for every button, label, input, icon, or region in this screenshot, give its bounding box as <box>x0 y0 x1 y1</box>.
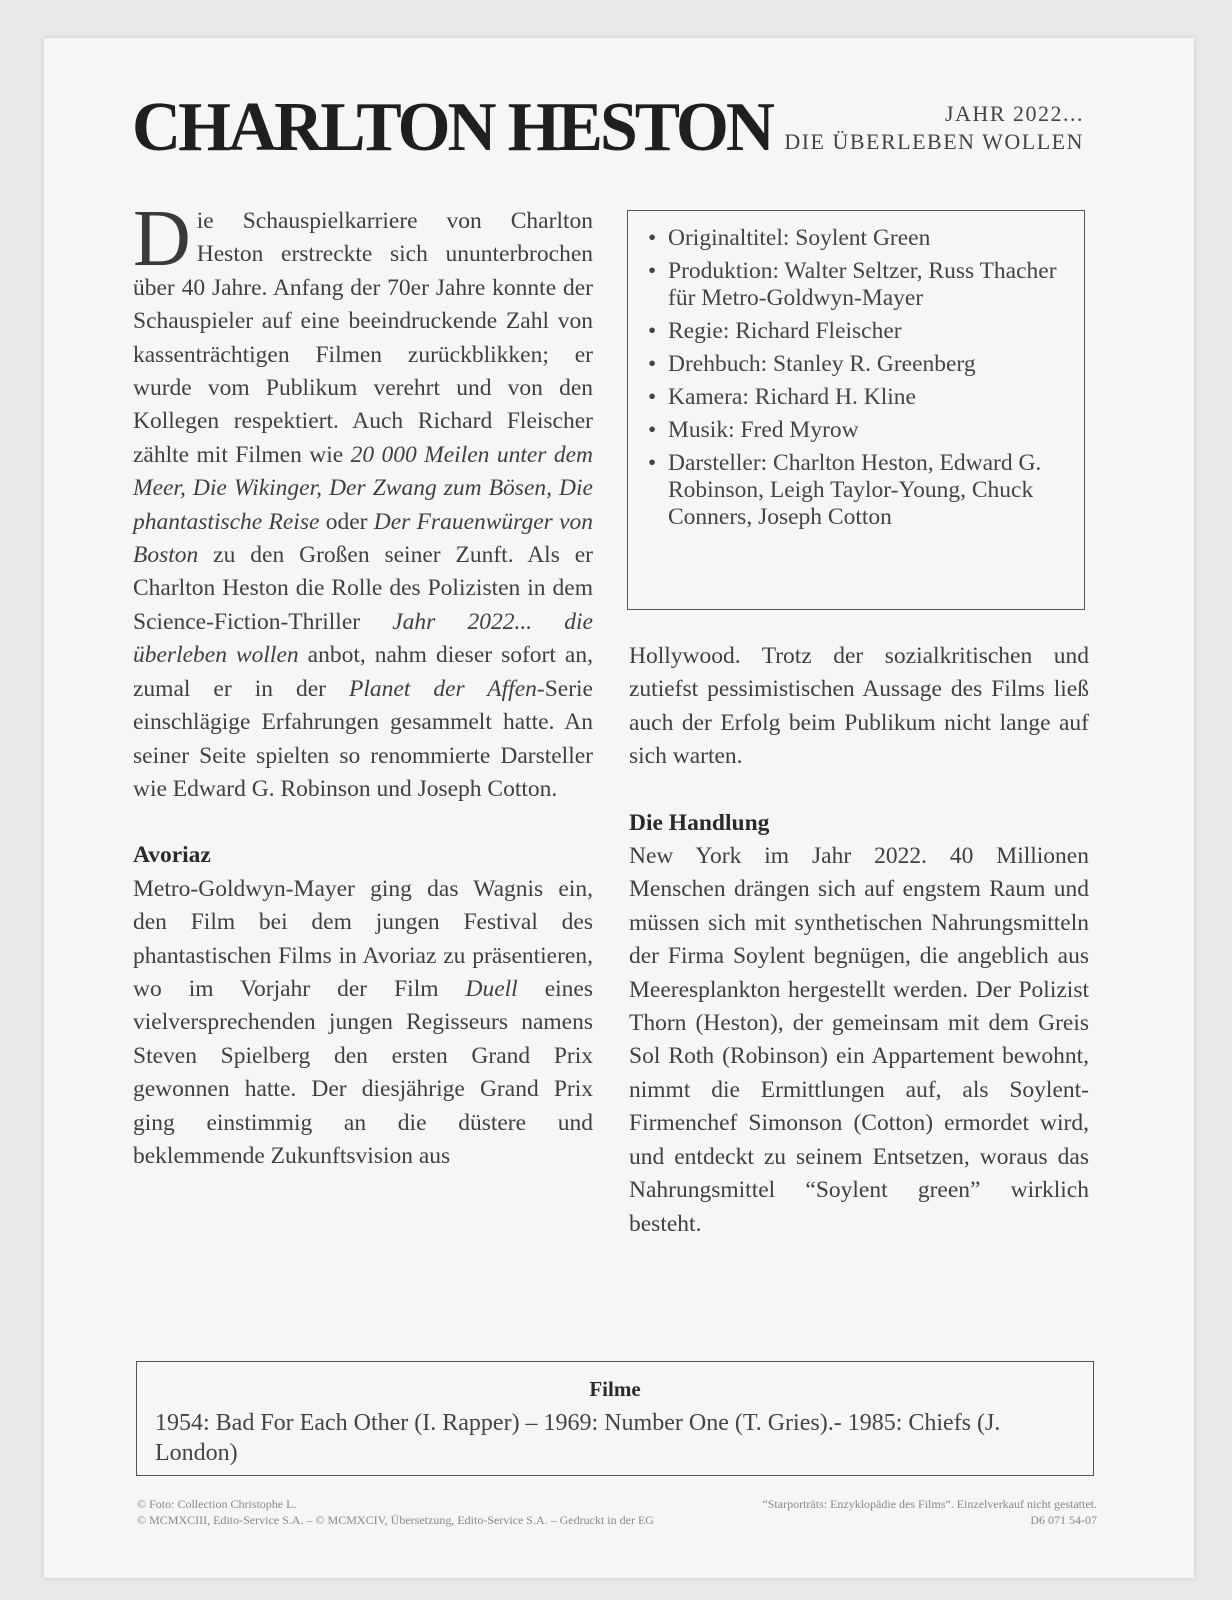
info-item-musik: • Musik: Fred Myrow <box>646 417 1072 444</box>
film-info-list <box>646 225 1072 531</box>
film-title <box>784 100 1084 156</box>
footer-series-note: “Starporträts: Enzyklopädie des Films”. Einzelverkauf nicht gestattet. <box>762 1497 1097 1511</box>
film-title-line1: JAHR 2022... <box>944 101 1084 126</box>
avoriaz-heading: Avoriaz <box>133 842 211 869</box>
handlung-paragraph: New York im Jahr 2022. 40 Millionen Menschen drängen sich auf engstem Raum und müssen sich mit synthetischen Nahrungsmitteln der Firma Soylent begnügen, die angeblich aus Meeresplankton hergestellt werden. Der Polizist Thorn (Heston), der gemeinsam mit dem Greis Sol Roth (Robinson) ein Appartement bewohnt, nimmt die Ermittlungen auf, als Soylent-Firmenchef Simonson (Cotton) ermordet wird, und entdeckt zu seinem Entsetzen, woraus das Nahrungsmittel “Soylent green” wirklich besteht. <box>629 843 1089 1237</box>
film-title-line2: DIE ÜBERLEBEN WOLLEN <box>784 129 1084 154</box>
info-item-kamera: • Kamera: Richard H. Kline <box>646 384 1072 411</box>
footer-right <box>762 1496 1097 1528</box>
film-jahr-2022: Jahr 2022... die überleben wollen <box>133 608 593 669</box>
footer-copyright: © MCMXCIII, Edito-Service S.A. – © MCMXCIV, Übersetzung, Edito-Service S.A. – Gedruckt in der EG <box>137 1513 654 1527</box>
info-item-darsteller: • Darsteller: Charlton Heston, Edward G. Robinson, Leigh Taylor-Young, Chuck Conners, Joseph Cotton <box>646 450 1072 531</box>
info-item-originaltitel: • Originaltitel: Soylent Green <box>646 225 1072 252</box>
handlung-heading: Die Handlung <box>629 809 770 836</box>
film-frauenwuerger: Der Frauenwürger von Boston <box>133 508 593 569</box>
intro-paragraph <box>133 195 593 806</box>
film-planet-der-affen: Planet der Affen <box>349 675 537 702</box>
info-item-produktion: • Produktion: Walter Seltzer, Russ Thacher für Metro-Goldwyn-Mayer <box>646 258 1072 312</box>
drop-cap: D <box>133 195 191 283</box>
avoriaz-text-1: Metro-Goldwyn-Mayer ging das Wagnis ein, den Film bei dem jungen Festival des phantastischen Films in Avoriaz zu präsentieren, wo im Vorjahr der Film <box>133 875 593 1002</box>
filmography-heading: Filme <box>589 1377 641 1401</box>
intro-oder: oder <box>319 508 374 535</box>
film-duell: Duell <box>465 975 518 1002</box>
intro-text-1: ie Schauspielkarriere von Charlton Heston erstreckte sich ununterbrochen über 40 Jahre. Anfang der 70er Jahre konnte der Schauspieler auf eine beeindruckende Zahl von kassenträchtigen Filmen zurückblikken; er wurde vom Publikum verehrt und von den Kollegen respektiert. Auch Richard Fleischer zählte mit Filmen wie <box>133 208 593 468</box>
footer-code: D6 071 54-07 <box>1030 1513 1097 1527</box>
page-title: CHARLTON HESTON <box>132 89 773 166</box>
avoriaz-paragraph <box>133 873 593 1174</box>
right-column <box>629 640 1089 1241</box>
footer-left <box>137 1496 654 1528</box>
avoriaz-continuation: Hollywood. Trotz der sozialkritischen und zutiefst pessimistischen Aussage des Films ließ auch der Erfolg beim Publikum nicht lange auf sich warten. <box>629 643 1089 770</box>
filmography-text: 1954: Bad For Each Other (I. Rapper) – 1969: Number One (T. Gries).- 1985: Chiefs (J. London) <box>155 1410 1001 1466</box>
avoriaz-text-2: eines vielversprechenden jungen Regisseurs namens Steven Spielberg den ersten Grand Prix gewonnen hatte. Der diesjährige Grand Prix ging einstimmig an die düstere und beklemmende Zukunftsvision aus <box>133 975 593 1169</box>
filmography-box <box>136 1361 1094 1476</box>
footer-photo-credit: © Foto: Collection Christophe L. <box>137 1497 297 1511</box>
film-list-italic: 20 000 Meilen unter dem Meer, Die Wikinger, Der Zwang zum Bösen, Die phantastische Reise <box>133 441 593 535</box>
film-info-box <box>627 210 1085 610</box>
info-item-drehbuch: • Drehbuch: Stanley R. Greenberg <box>646 351 1072 378</box>
intro-text-2: zu den Großen seiner Zunft. Als er Charlton Heston die Rolle des Polizisten in dem Science-Fiction-Thriller <box>133 542 593 635</box>
info-item-regie: • Regie: Richard Fleischer <box>646 318 1072 345</box>
intro-text-4: -Serie einschlägige Erfahrungen gesammelt hatte. An seiner Seite spielten so renommierte Darsteller wie Edward G. Robinson und Joseph Cotton. <box>133 675 593 802</box>
intro-text-3: anbot, nahm dieser sofort an, zumal er in der <box>133 642 593 702</box>
left-column <box>133 195 593 1173</box>
